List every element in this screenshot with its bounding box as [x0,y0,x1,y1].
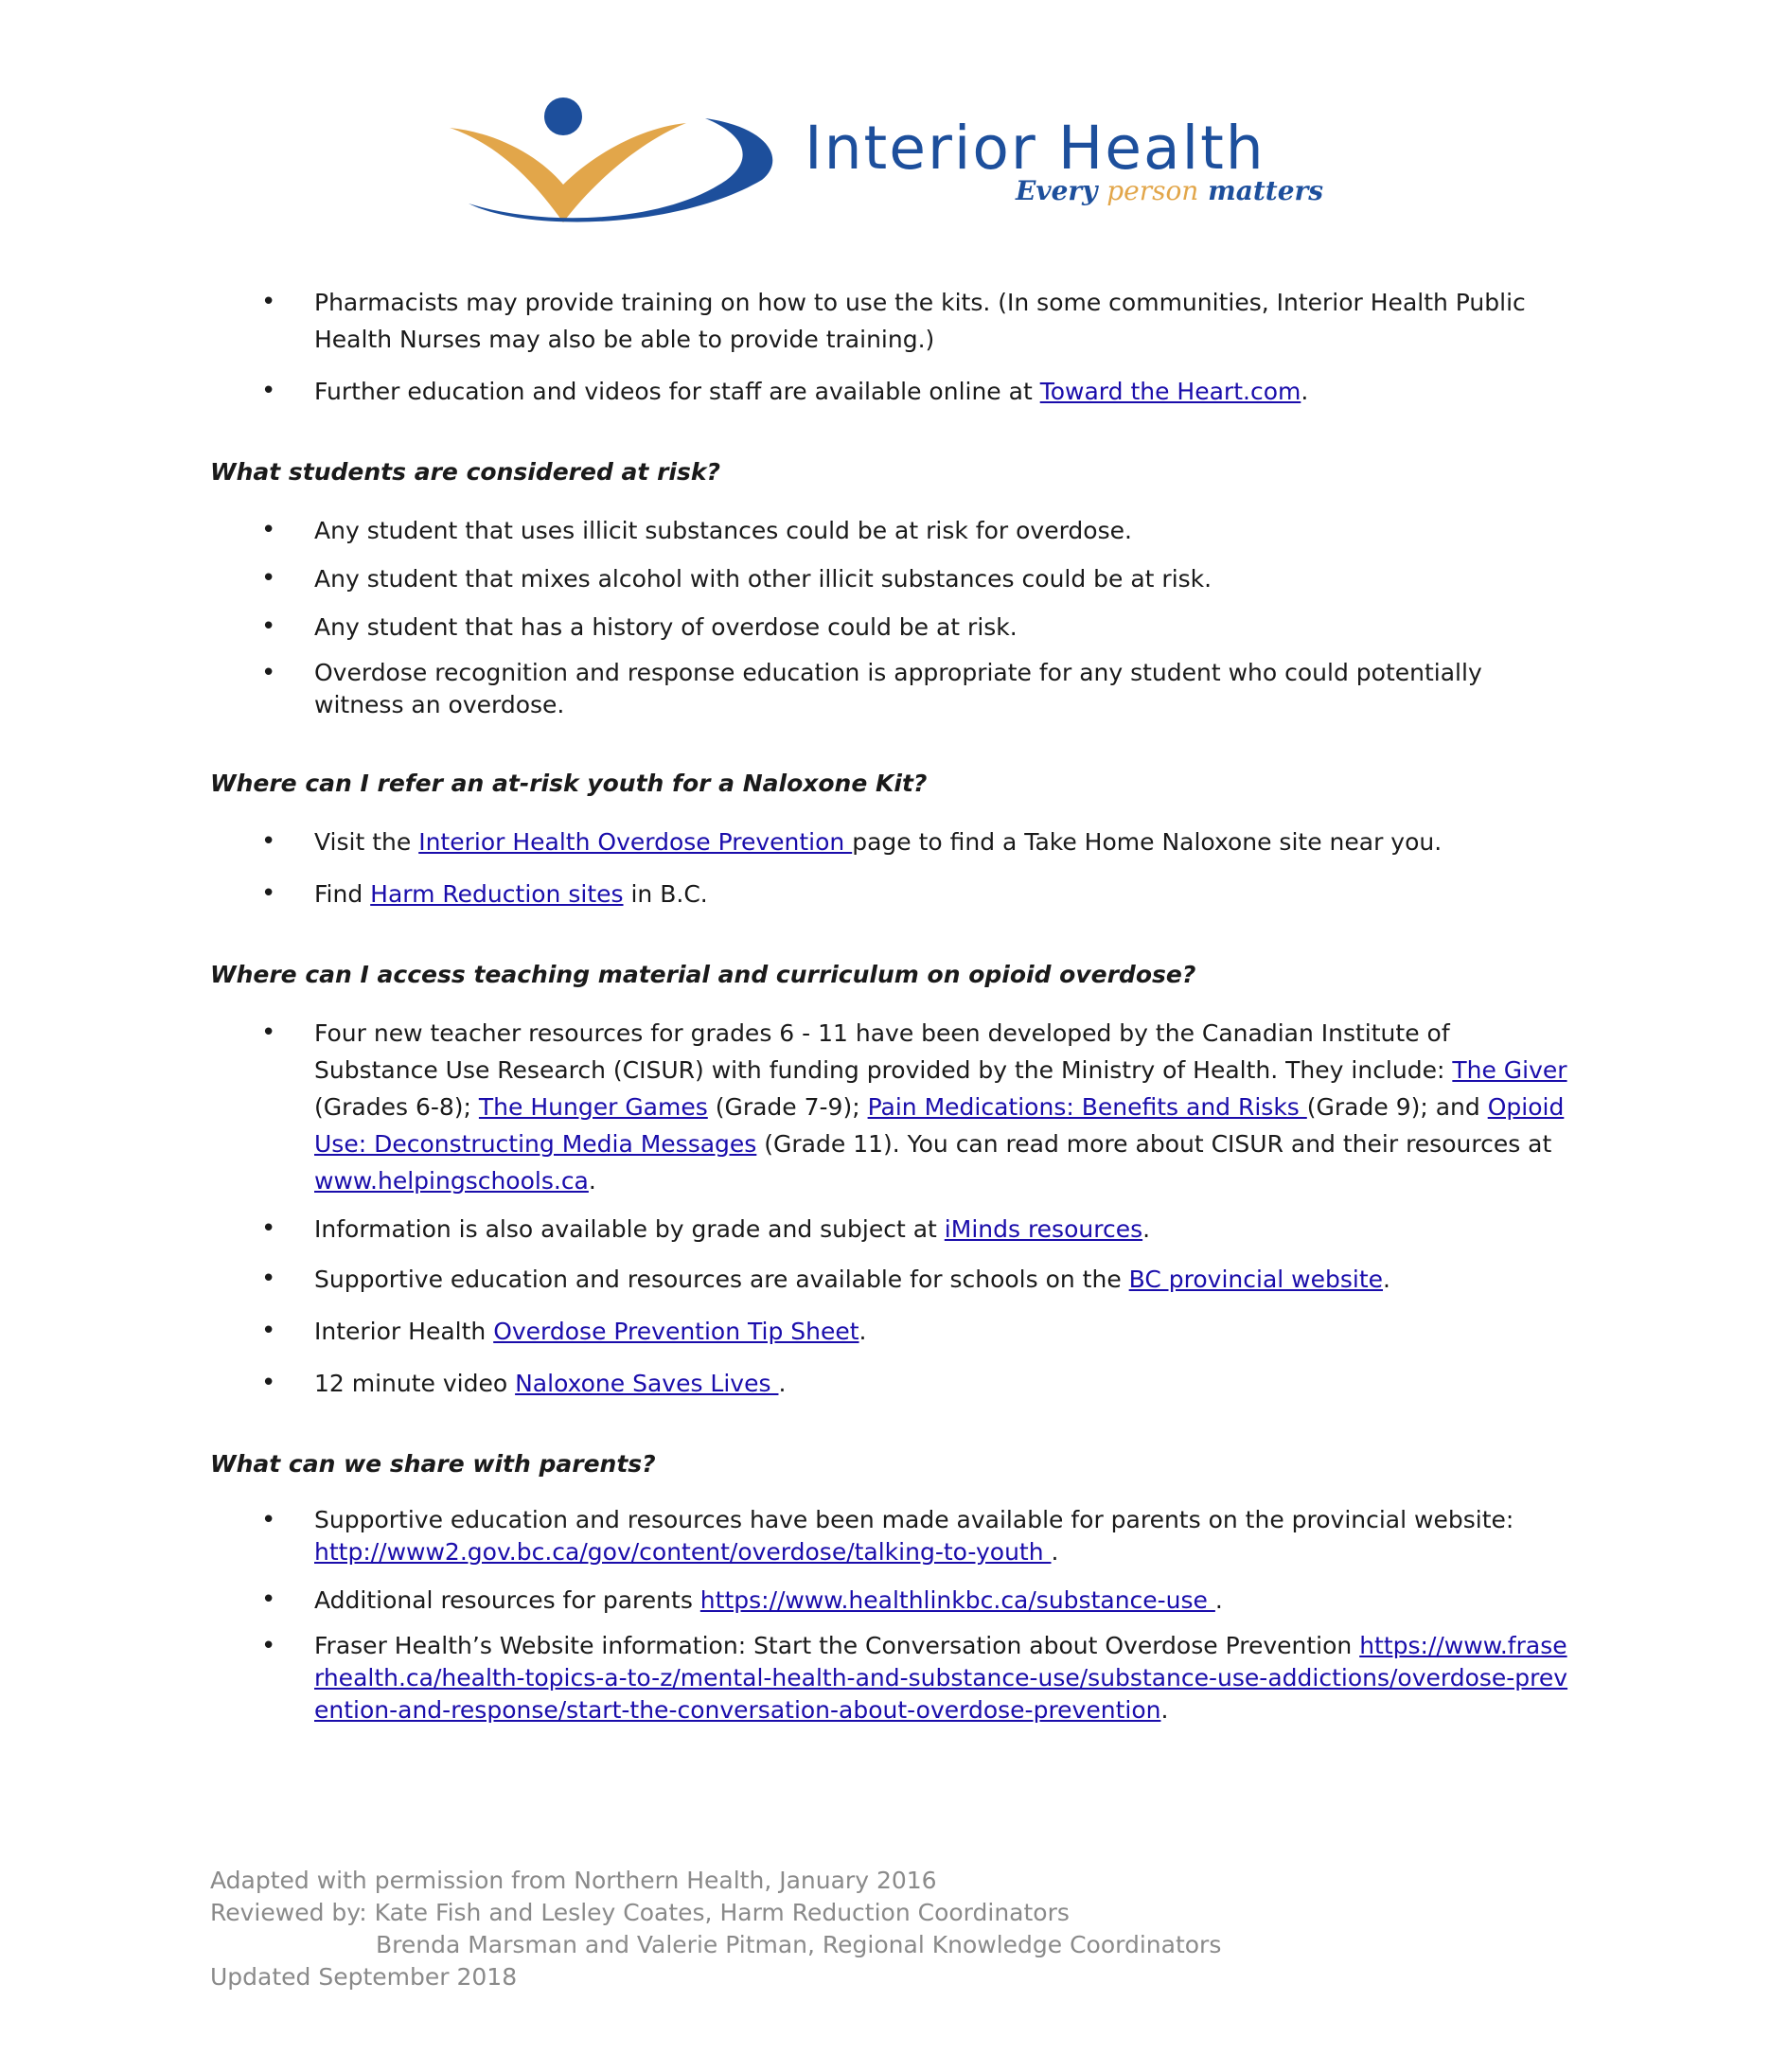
refer-heading: Where can I refer an at-risk youth for a Naloxone Kit? [210,770,928,797]
list-item [210,284,1573,358]
logo-name: Interior Health [805,114,1266,183]
parents-list [210,1504,1573,1727]
list-item [210,1365,1573,1402]
parents-text-1: Supportive education and resources have been made available for parents on the provincial website: [314,1506,1514,1533]
opioid-use-link[interactable]: Opioid Use: Deconstructing Media Messages [314,1093,1565,1158]
refer-text-2: Find [314,880,371,908]
tagline-word-1: Every [1016,175,1098,206]
logo-tagline [1016,175,1323,206]
teaching-text-f: . [588,1167,596,1195]
iminds-resources-link[interactable]: iMinds resources [944,1215,1143,1243]
list-item [210,876,1573,912]
footer-adapted: Adapted with permission from Northern Health, January 2016 [210,1867,937,1894]
document-footer [210,1865,1221,1993]
teaching-text-5-end: . [778,1370,787,1397]
list-item [210,1015,1573,1199]
teaching-text-2: Information is also available by grade and subject at [314,1215,945,1243]
tagline-word-3: matters [1208,175,1324,206]
parents-text-1-end: . [1051,1538,1059,1566]
refer-text-1: Visit the [314,828,419,856]
teaching-text-5: 12 minute video [314,1370,516,1397]
list-item [210,373,1573,410]
teaching-text-4-end: . [858,1318,867,1345]
tagline-word-2: person [1106,175,1199,206]
teaching-text-b: (Grades 6-8); [314,1093,479,1121]
teaching-text-a: Four new teacher resources for grades 6 - 11 have been developed by the Canadian Institute of Substance Use Research (CISUR) with funding provided by the Ministry of Health. They include: [314,1019,1453,1084]
intro-text-2: Further education and videos for staff are available online at [314,378,1040,405]
risk-list [210,512,1573,721]
teaching-text-3: Supportive education and resources are available for schools on the [314,1266,1129,1293]
refer-text-1-end: page to find a Take Home Naloxone site near you. [852,828,1443,856]
teaching-text-3-end: . [1383,1266,1390,1293]
teaching-heading: Where can I access teaching material and curriculum on opioid overdose? [210,961,1196,988]
teaching-list [210,1015,1573,1402]
teaching-text-c: (Grade 7-9); [707,1093,868,1121]
hunger-games-link[interactable]: The Hunger Games [478,1093,708,1121]
refer-text-2-end: in B.C. [623,880,708,908]
fraserhealth-link[interactable]: https://www.fraserhealth.ca/health-topics-a-to-z/mental-health-and-substance-use/substance-use-addictions/overdose-prevention-and-response/start-the-conversation-about-overdose-prevention [314,1632,1568,1724]
list-item [210,1582,1573,1619]
parents-text-2-end: . [1214,1586,1223,1614]
toward-the-heart-link[interactable]: Toward the Heart.com [1039,378,1301,405]
parents-text-3: Fraser Health’s Website information: Start the Conversation about Overdose Prevention [314,1632,1360,1659]
list-item [210,1630,1573,1727]
list-item [210,1211,1573,1248]
document-content [210,284,1573,1727]
refer-list [210,823,1573,912]
parents-text-3-end: . [1160,1696,1169,1724]
footer-reviewers: Brenda Marsman and Valerie Pitman, Regional Knowledge Coordinators [376,1931,1222,1958]
list-item [210,1313,1573,1350]
helpingschools-link[interactable]: www.helpingschools.ca [314,1167,589,1195]
naloxone-saves-lives-link[interactable]: Naloxone Saves Lives [515,1370,779,1397]
list-item: • Any student that has a history of overdose could be at risk. [210,609,1573,646]
parents-heading: What can we share with parents? [210,1450,656,1478]
gov-bc-talking-to-youth-link[interactable]: http://www2.gov.bc.ca/gov/content/overdose/talking-to-youth [314,1538,1052,1566]
teaching-text-2-end: . [1142,1215,1151,1243]
logo-swoosh-icon [450,90,790,232]
footer-updated: Updated September 2018 [210,1963,518,1991]
healthlinkbc-link[interactable]: https://www.healthlinkbc.ca/substance-use [699,1586,1215,1614]
list-item [210,1261,1573,1298]
list-item: • Any student that mixes alcohol with other illicit substances could be at risk. [210,560,1573,597]
pain-medications-link[interactable]: Pain Medications: Benefits and Risks [867,1093,1307,1121]
list-item [210,823,1573,860]
list-item [210,1504,1573,1568]
interior-health-logo [450,90,1339,232]
intro-list [210,284,1573,410]
teaching-text-d: (Grade 9); and [1306,1093,1488,1121]
ih-overdose-prevention-link[interactable]: Interior Health Overdose Prevention [418,828,853,856]
list-item: • Overdose recognition and response education is appropriate for any student who could potentially witness an overdose. [210,657,1573,721]
list-item: • Any student that uses illicit substances could be at risk for overdose. [210,512,1573,549]
teaching-text-e: (Grade 11). You can read more about CISUR and their resources at [756,1130,1552,1158]
bc-provincial-website-link[interactable]: BC provincial website [1128,1266,1384,1293]
harm-reduction-sites-link[interactable]: Harm Reduction sites [370,880,624,908]
tip-sheet-link[interactable]: Overdose Prevention Tip Sheet [493,1318,859,1345]
the-giver-link[interactable]: The Giver [1452,1056,1567,1084]
intro-text-1: Pharmacists may provide training on how to use the kits. (In some communities, Interior Health Public Health Nurses may also be able to provide training.) [314,289,1526,353]
intro-text-2-end: . [1301,378,1309,405]
parents-text-2: Additional resources for parents [314,1586,700,1614]
teaching-text-4: Interior Health [314,1318,494,1345]
footer-reviewed: Reviewed by: Kate Fish and Lesley Coates, Harm Reduction Coordinators [210,1899,1070,1926]
risk-heading: What students are considered at risk? [210,458,720,486]
